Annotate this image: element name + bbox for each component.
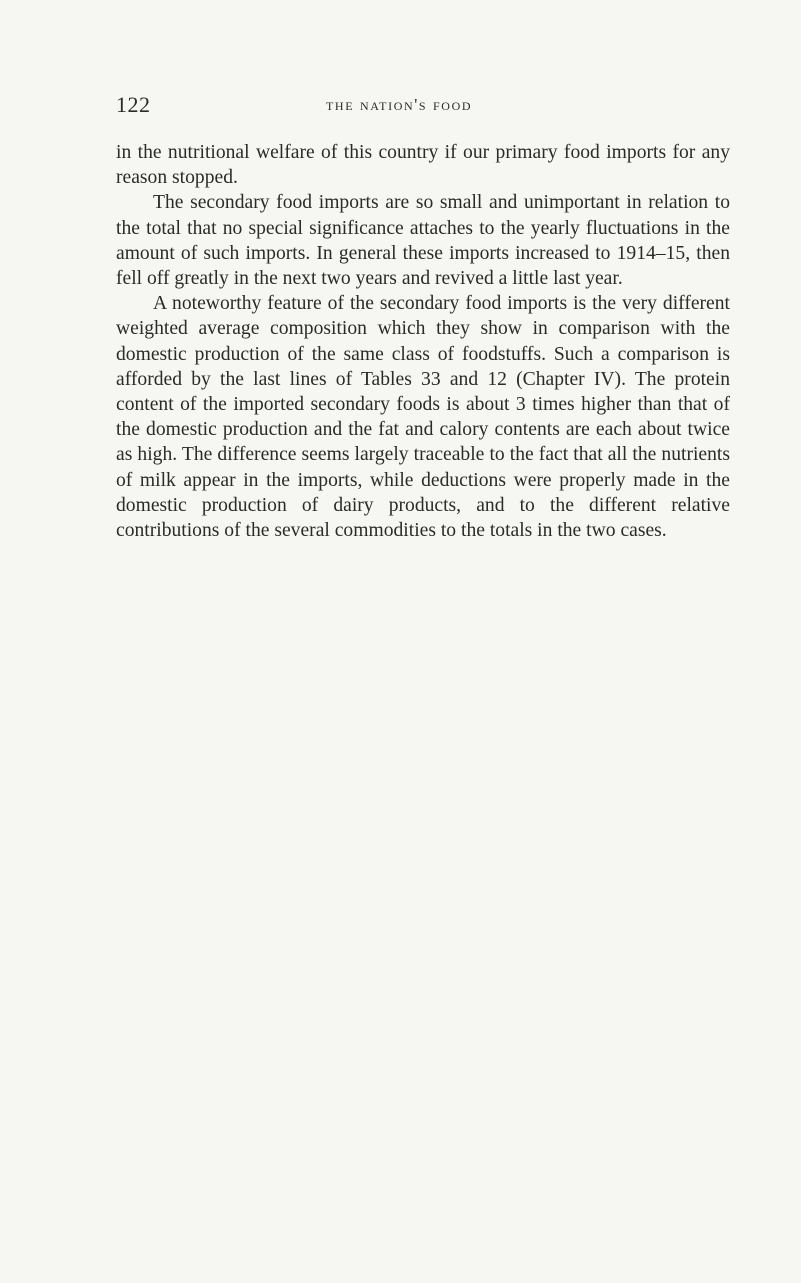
body-text [116, 140, 730, 543]
paragraph-continued: in the nutritional welfare of this country if our primary food imports for any reason stopped. [116, 142, 730, 189]
running-head [116, 92, 726, 122]
page-number: 122 [116, 92, 151, 117]
paragraph-secondary-imports: The secondary food imports are so small and unimportant in relation to the total that no special significance attaches to the yearly fluctuations in the amount of such imports. In general these imports increased to 1914–15, then fell off greatly in the next two years and revived a little last year. [116, 192, 730, 290]
running-title: the nation's food [326, 95, 473, 114]
paragraph-composition-comparison: A noteworthy feature of the secondary food imports is the very different weighted average composition which they show in comparison with the domestic production of the same class of foodstuffs. Such a comparison is afforded by the last lines of Tables 33 and 12 (Chapter IV). The protein content of the imported secondary foods is about 3 times higher than that of the domestic production and the fat and calory contents are each about twice as high. The difference seems largely traceable to the fact that all the nutrients of milk appear in the imports, while deductions were properly made in the domestic production of dairy products, and to the different relative contributions of the several commodities to the totals in the two cases. [116, 293, 730, 542]
